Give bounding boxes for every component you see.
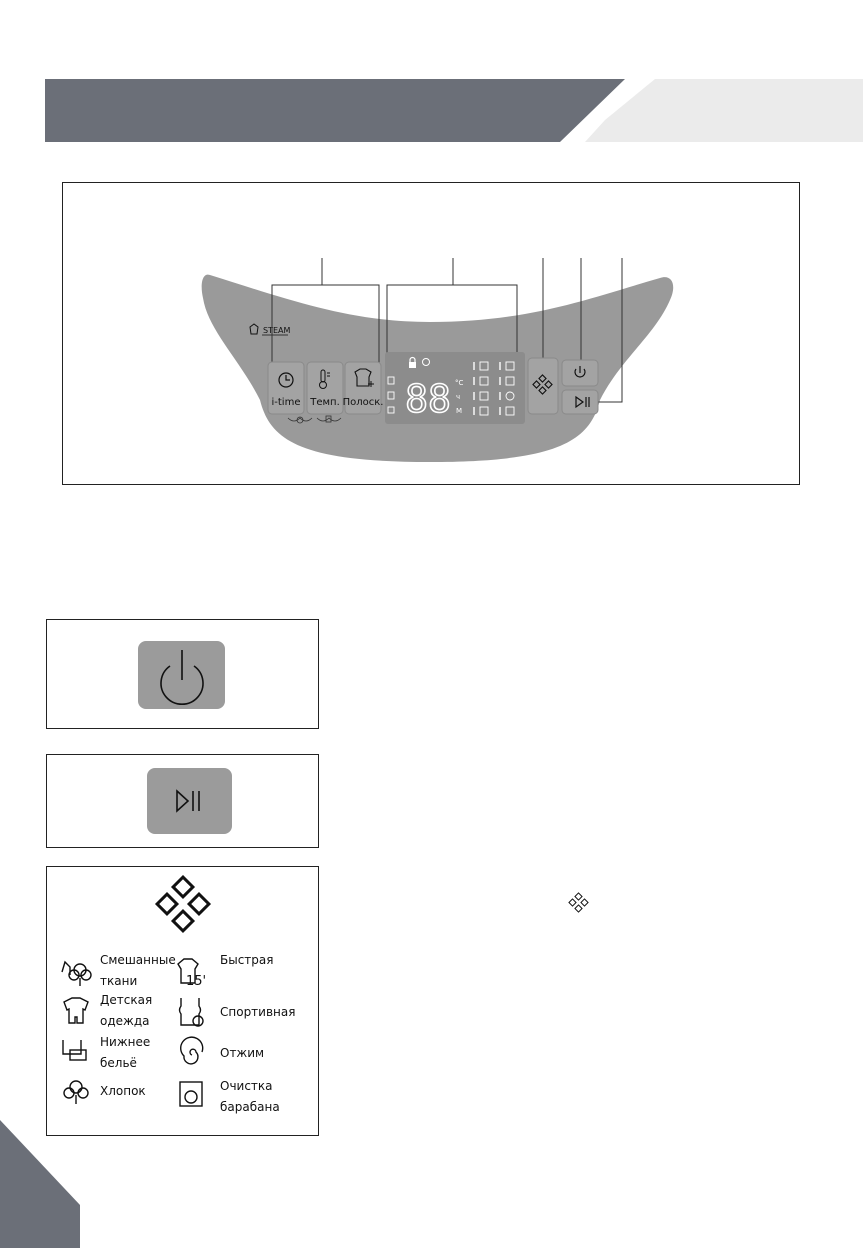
temperature-label: Темп. <box>310 397 340 408</box>
baby-clothes-icon <box>64 998 88 1023</box>
legend-spin-line1: Отжим <box>220 1046 265 1060</box>
spin-icon <box>181 1037 203 1064</box>
rinse-button[interactable] <box>343 362 384 414</box>
unit-minutes: M <box>456 407 463 415</box>
legend-quick-line1: Быстрая <box>220 953 274 967</box>
legend-spin <box>220 1043 264 1064</box>
legend-baby-line1: Детская <box>100 993 153 1007</box>
legend-drum-clean <box>220 1076 280 1118</box>
itime-label: i-time <box>271 397 301 408</box>
legend-mixed-line1: Смешанные <box>100 953 176 967</box>
legend-underwear <box>100 1032 150 1074</box>
sports-icon <box>180 998 204 1026</box>
legend-baby <box>100 990 152 1032</box>
unit-hours: ч <box>456 393 461 401</box>
start-pause-button[interactable] <box>562 390 598 414</box>
power-button[interactable] <box>562 360 598 386</box>
legend-cotton-line1: Хлопок <box>100 1084 146 1098</box>
legend-underwear-line2: бельё <box>100 1056 137 1070</box>
legend-cotton <box>100 1081 146 1102</box>
legend-baby-line2: одежда <box>100 1014 150 1028</box>
mixed-fabrics-icon <box>62 962 91 986</box>
underwear-icon <box>63 1040 86 1060</box>
legend-mixed <box>100 950 176 992</box>
unit-celsius: °C <box>455 379 464 387</box>
steam-label: STEAM <box>263 326 291 335</box>
cotton-icon <box>64 1081 88 1104</box>
drum-clean-icon <box>180 1082 202 1106</box>
display-digits: 88 <box>405 377 451 421</box>
program-selector-inline-icon <box>566 892 592 916</box>
legend-sports-line1: Спортивная <box>220 1005 296 1019</box>
legend-sports <box>220 1002 295 1023</box>
legend-drum-clean-line2: барабана <box>220 1100 280 1114</box>
rinse-label: Полоск. <box>342 397 384 408</box>
quick-badge: 15' <box>186 974 207 989</box>
legend-drum-clean-line1: Очистка <box>220 1079 273 1093</box>
page-corner-tab <box>0 1110 100 1248</box>
legend-mixed-line2: ткани <box>100 974 138 988</box>
legend-underwear-line1: Нижнее <box>100 1035 151 1049</box>
legend-quick <box>220 950 273 971</box>
program-selector-knob[interactable] <box>528 358 558 414</box>
